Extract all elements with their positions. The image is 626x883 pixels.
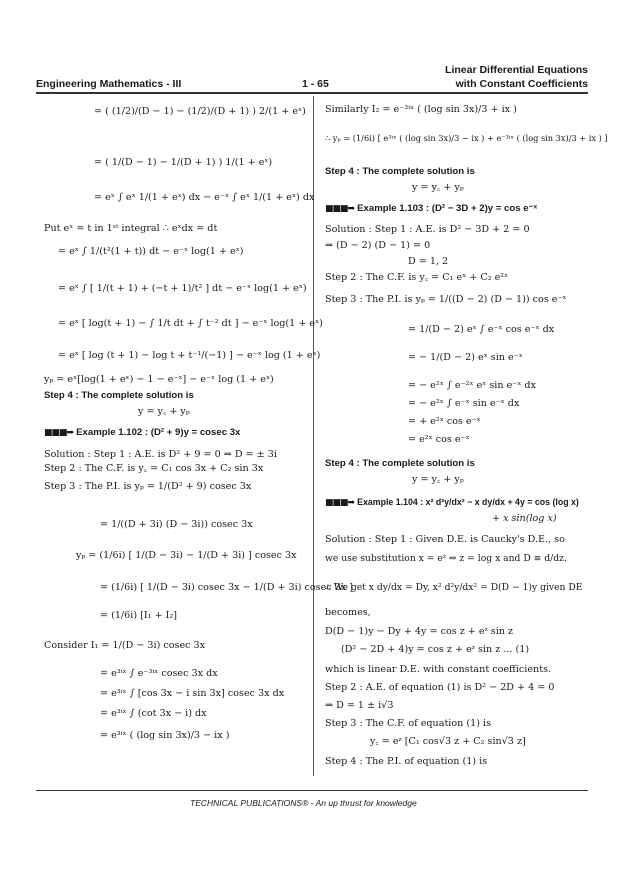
page-number: 1 - 65 <box>302 78 329 90</box>
example-label: Example 1.103 : (D² − 3D + 2)y = cos e⁻ˣ <box>357 203 538 214</box>
equation-line: = eˣ ∫ [ 1/(t + 1) + (−t + 1)/t² ] dt − e⁻ˣ log(1 + eˣ) <box>58 283 307 294</box>
equation-line: = − e²ˣ ∫ e⁻ˣ sin e⁻ˣ dx <box>408 398 520 409</box>
equation-line: = e³ⁱˣ ∫ e⁻³ⁱˣ cosec 3x dx <box>100 668 218 679</box>
step-line: Step 3 : The C.F. of equation (1) is <box>325 718 491 729</box>
equation-line: = (1/6i) [I₁ + I₂] <box>100 610 178 621</box>
text-line: Put eˣ = t in 1ˢᵗ integral ∴ eˣdx = dt <box>44 223 218 234</box>
equation-line: = + e²ˣ cos e⁻ˣ <box>408 416 481 427</box>
header-left: Engineering Mathematics - III <box>36 78 182 90</box>
equation-line: = eˣ [ log (t + 1) − log t + t⁻¹/(−1) ] − e⁻ˣ log (1 + eˣ) <box>58 350 321 361</box>
equation-line: = eˣ ∫ eˣ 1/(1 + eˣ) dx − e⁻ˣ ∫ eˣ 1/(1 + eˣ) dx <box>94 192 315 203</box>
equation-line: Consider I₁ = 1/(D − 3i) cosec 3x <box>44 640 206 651</box>
step-heading: Step 4 : The complete solution is <box>325 458 475 469</box>
header-right-line2: with Constant Coefficients <box>455 78 588 90</box>
example-heading <box>325 496 579 509</box>
equation-line: D(D − 1)y − Dy + 4y = cos z + eᶻ sin z <box>325 626 514 637</box>
equation-line: yₚ = eˣ[log(1 + eˣ) − 1 − e⁻ˣ] − e⁻ˣ log (1 + eˣ) <box>44 374 274 385</box>
equation-line: = − e²ˣ ∫ e⁻²ˣ eˣ sin e⁻ˣ dx <box>408 380 536 391</box>
arrow-icon: ■■■➡ <box>44 428 74 438</box>
equation-line: + x sin(log x) <box>492 513 557 524</box>
arrow-icon: ■■■➡ <box>325 498 355 508</box>
solution-line: Solution : Step 1 : A.E. is D² − 3D + 2 = 0 <box>325 224 530 235</box>
text-line: we use substitution x = eᶻ ⇒ z = log x and D ≡ d/dz. <box>325 553 567 564</box>
step-line: Step 2 : The C.F. is y꜀ = C₁ cos 3x + C₂ sin 3x <box>44 463 264 474</box>
equation-line: Similarly I₂ = e⁻³ⁱˣ ( (log sin 3x)/3 + ix ) <box>325 104 517 115</box>
equation-line: (D² − 2D + 4)y = cos z + eᶻ sin z ... (1) <box>341 644 530 655</box>
equation-line: D = 1, 2 <box>408 256 449 267</box>
step-line: Step 4 : The P.I. of equation (1) is <box>325 756 488 767</box>
equation-line: = eˣ ∫ 1/(t²(1 + t)) dt − e⁻ˣ log(1 + eˣ) <box>58 246 244 257</box>
step-heading: Step 4 : The complete solution is <box>325 166 475 177</box>
step-line: Step 2 : The C.F. is y꜀ = C₁ eˣ + C₂ e²ˣ <box>325 272 509 283</box>
solution-line: Solution : Step 1 : Given D.E. is Caucky's D.E., so <box>325 534 565 545</box>
header-right-line1: Linear Differential Equations <box>445 64 588 76</box>
equation-line: y = y꜀ + yₚ <box>138 406 190 417</box>
equation-line: y꜀ = eᶻ [C₁ cos√3 z + C₂ sin√3 z] <box>370 736 526 747</box>
equation-line: yₚ = (1/6i) [ 1/(D − 3i) − 1/(D + 3i) ] cosec 3x <box>76 550 297 561</box>
equation-line: = − 1/(D − 2) eˣ sin e⁻ˣ <box>408 352 523 363</box>
equation-line: = e³ⁱˣ ( (log sin 3x)/3 − ix ) <box>100 730 230 741</box>
footer-rule <box>36 790 588 791</box>
equation-line: y = y꜀ + yₚ <box>412 182 464 193</box>
example-heading <box>325 203 537 215</box>
text-line: becomes, <box>325 607 371 618</box>
step-heading: Step 4 : The complete solution is <box>44 390 194 401</box>
example-heading <box>44 427 240 439</box>
step-line: Step 2 : A.E. of equation (1) is D² − 2D + 4 = 0 <box>325 682 555 693</box>
text-line: which is linear D.E. with constant coefficients. <box>325 664 552 675</box>
equation-line: = ( (1/2)/(D − 1) − (1/2)/(D + 1) ) 2/(1 + eˣ) <box>94 106 306 117</box>
example-label: Example 1.102 : (D² + 9)y = cosec 3x <box>76 427 241 438</box>
equation-line: = 1/(D − 2) eˣ ∫ e⁻ˣ cos e⁻ˣ dx <box>408 324 555 335</box>
equation-line: = 1/((D + 3i) (D − 3i)) cosec 3x <box>100 519 253 530</box>
equation-line: = ( 1/(D − 1) − 1/(D + 1) ) 1/(1 + eˣ) <box>94 157 273 168</box>
text-line: ∴ We get x dy/dx = Dy, x² d²y/dx² = D(D − 1)y given DE <box>325 582 583 593</box>
step-line: Step 3 : The P.I. is yₚ = 1/((D − 2) (D − 1)) cos e⁻ˣ <box>325 294 567 305</box>
equation-line: ⇒ D = 1 ± i√3 <box>325 700 394 711</box>
equation-line: y = y꜀ + yₚ <box>412 474 464 485</box>
equation-line: = (1/6i) [ 1/(D − 3i) cosec 3x − 1/(D + 3i) cosec 3x ] <box>100 582 353 593</box>
example-label: Example 1.104 : x² d²y/dx² − x dy/dx + 4y = cos (log x) <box>357 497 579 507</box>
equation-line: = e³ⁱˣ ∫ [cos 3x − i sin 3x] cosec 3x dx <box>100 688 285 699</box>
step-line: Step 3 : The P.I. is yₚ = 1/(D² + 9) cosec 3x <box>44 481 252 492</box>
equation-line: ⇒ (D − 2) (D − 1) = 0 <box>325 240 431 251</box>
equation-line: = e³ⁱˣ ∫ (cot 3x − i) dx <box>100 708 207 719</box>
header-rule <box>36 92 588 94</box>
equation-line: = e²ˣ cos e⁻ˣ <box>408 434 470 445</box>
arrow-icon: ■■■➡ <box>325 204 355 214</box>
equation-line: = eˣ [ log(t + 1) − ∫ 1/t dt + ∫ t⁻² dt ] − e⁻ˣ log(1 + eˣ) <box>58 318 323 329</box>
equation-line: ∴ yₚ = (1/6i) [ e³ⁱˣ ( (log sin 3x)/3 − ix ) + e⁻³ⁱˣ ( (log sin 3x)/3 + ix ) ] <box>325 133 608 143</box>
footer-text: TECHNICAL PUBLICATIONS® - An up thrust for knowledge <box>190 798 417 808</box>
solution-line: Solution : Step 1 : A.E. is D² + 9 = 0 ⇒ D = ± 3i <box>44 449 277 460</box>
